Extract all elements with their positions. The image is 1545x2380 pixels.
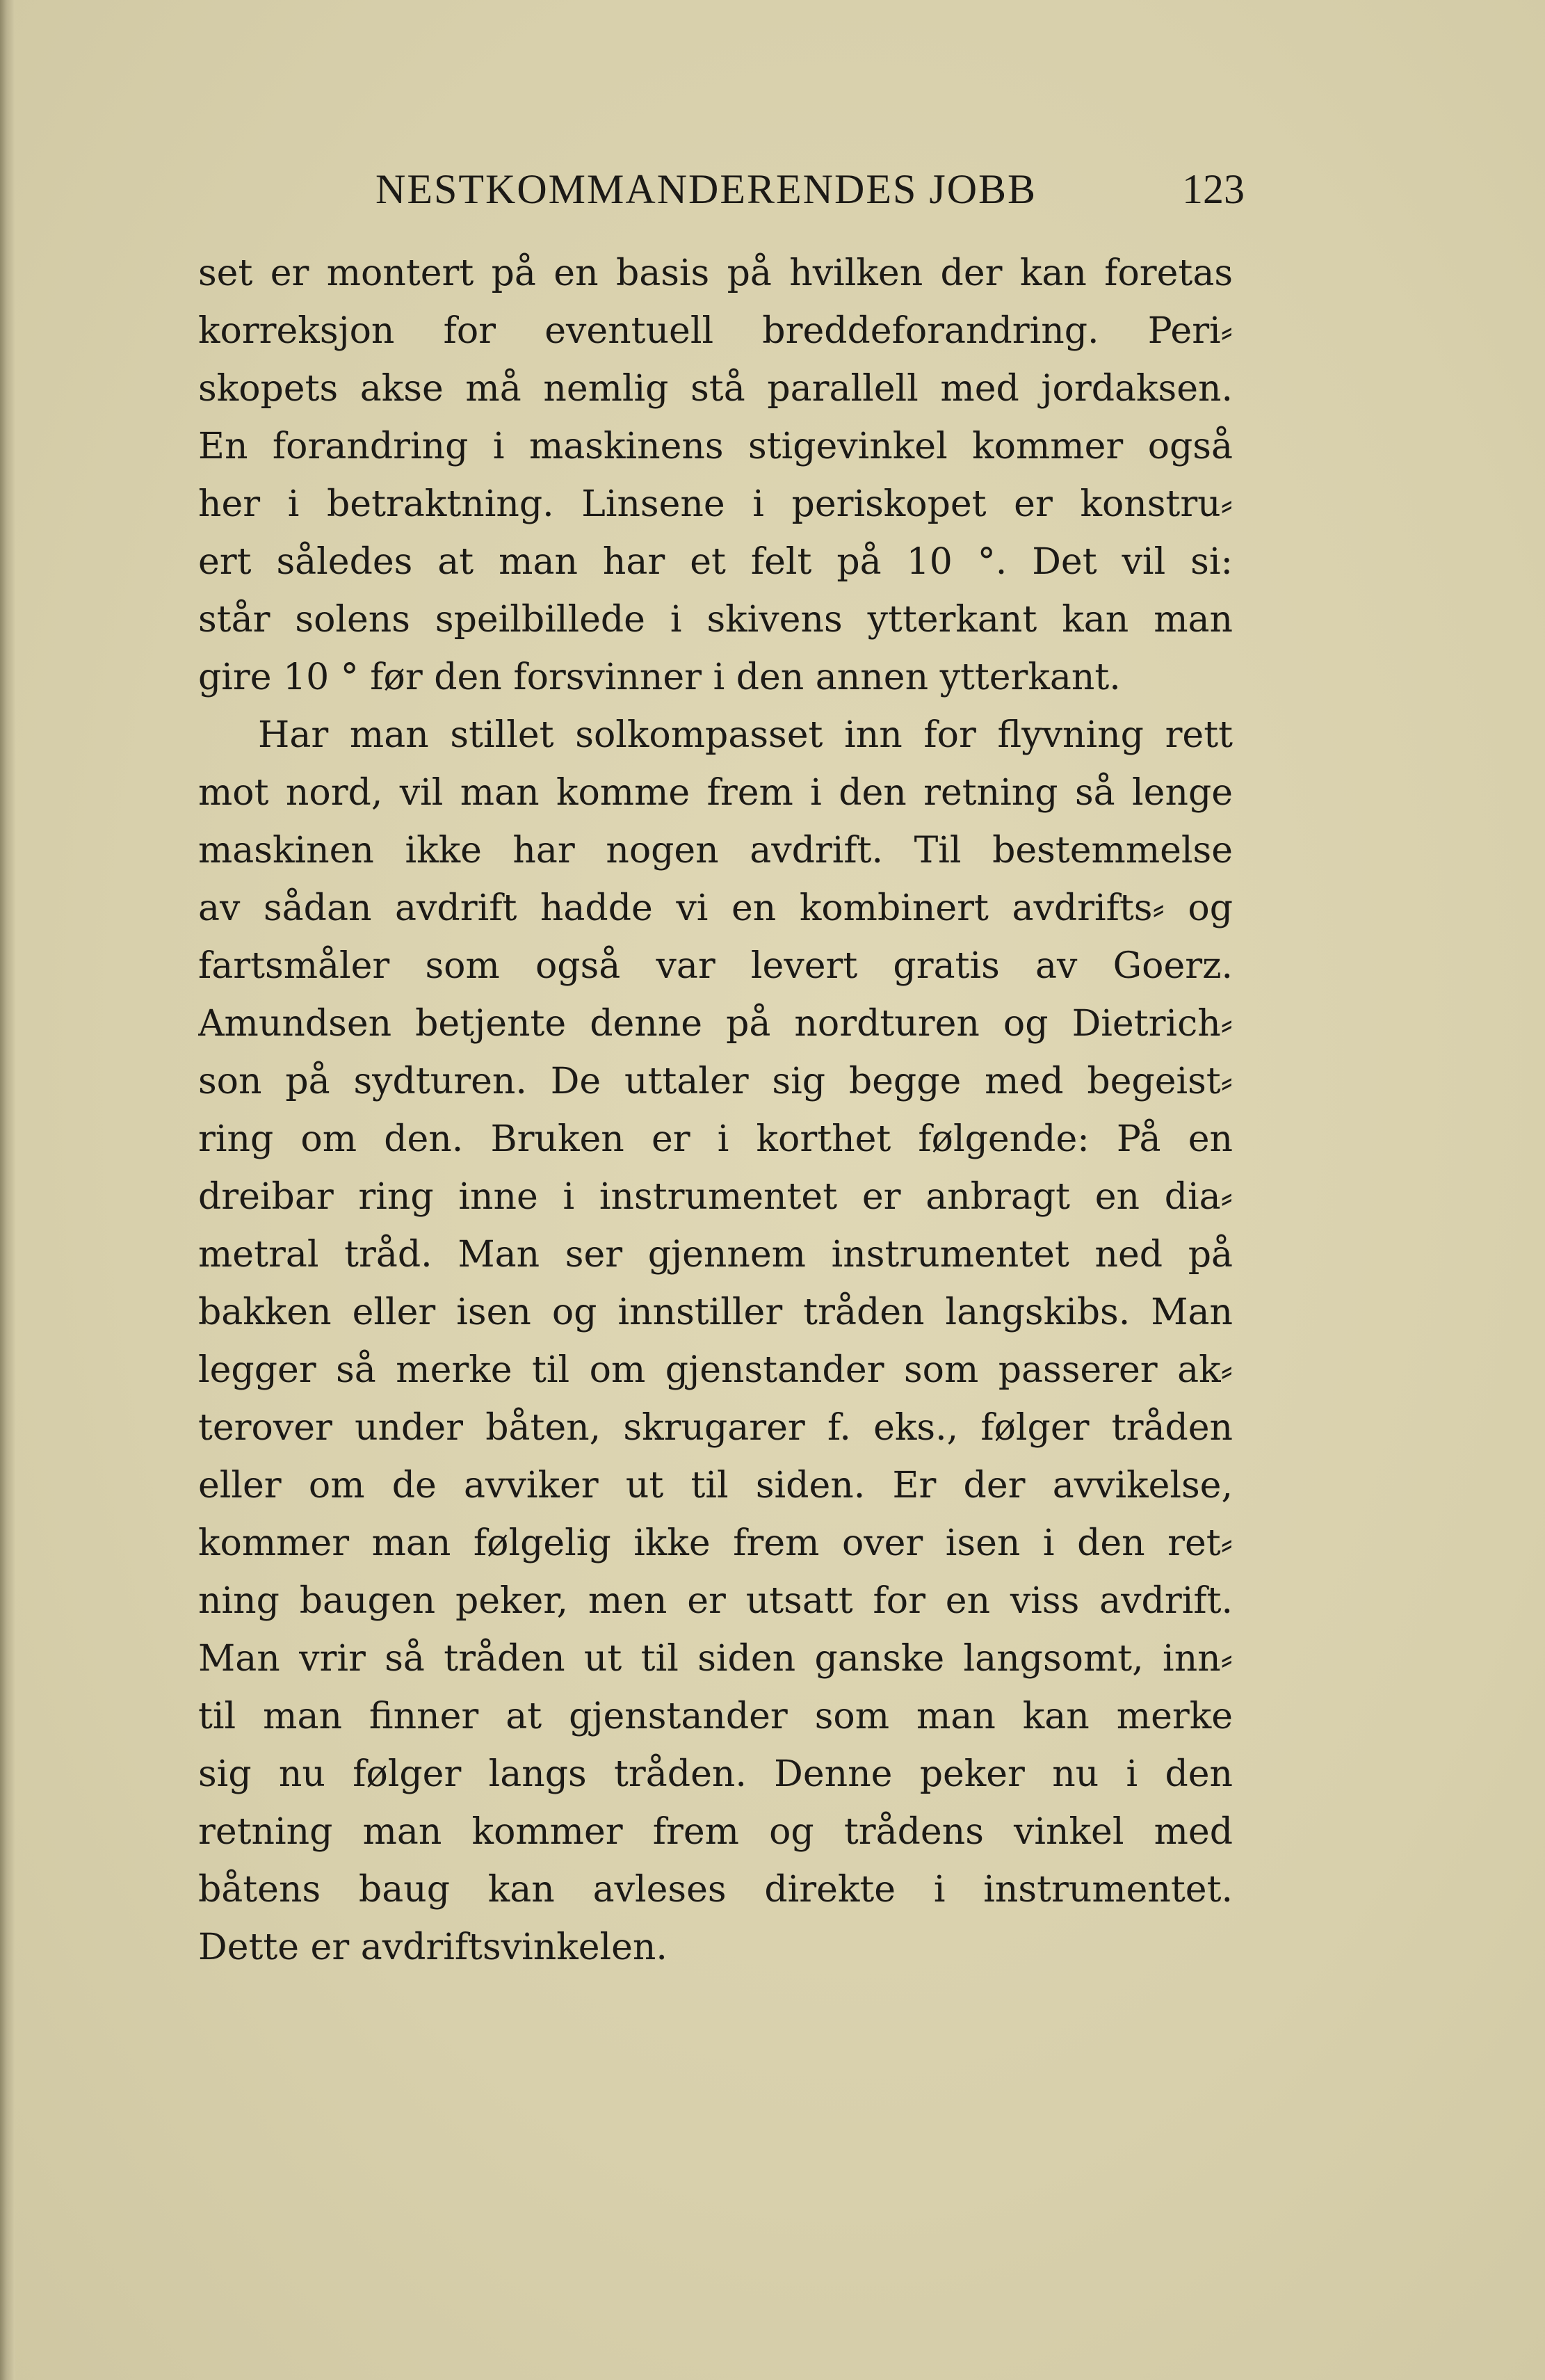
page-number: 123: [1182, 166, 1245, 212]
paragraph-start-line: Har man stillet solkompasset inn for flyvning rett: [258, 714, 1233, 756]
text-line: av sådan avdrift hadde vi en kombinert avdrifts⸗ og: [198, 887, 1233, 929]
text-line: står solens speilbillede i skivens ytterkant kan man: [198, 599, 1233, 641]
text-line: her i betraktning. Linsene i periskopet er konstru⸗: [198, 483, 1233, 525]
paragraph-end-line: gire 10 ° før den forsvinner i den annen ytterkant.: [198, 657, 1121, 698]
text-line: kommer man følgelig ikke frem over isen i den ret⸗: [198, 1522, 1233, 1564]
text-line: ring om den. Bruken er i korthet følgende: På en: [198, 1118, 1233, 1160]
text-line: set er montert på en basis på hvilken der kan foretas: [198, 252, 1233, 294]
text-line: metral tråd. Man ser gjennem instrumentet ned på: [198, 1234, 1233, 1276]
text-line: bakken eller isen og innstiller tråden langskibs. Man: [198, 1292, 1233, 1333]
text-line: legger så merke til om gjenstander som passerer ak⸗: [198, 1349, 1233, 1391]
text-line: terover under båten, skrugarer f. eks., følger tråden: [198, 1407, 1233, 1449]
text-line: dreibar ring inne i instrumentet er anbragt en dia⸗: [198, 1176, 1233, 1218]
text-line: ert således at man har et felt på 10 °. Det vil si:: [198, 541, 1233, 583]
text-line: sig nu følger langs tråden. Denne peker nu i den: [198, 1753, 1233, 1795]
text-line: eller om de avviker ut til siden. Er der avvikelse,: [198, 1465, 1233, 1506]
text-line: båtens baug kan avleses direkte i instrumentet.: [198, 1869, 1233, 1911]
text-line: son på sydturen. De uttaler sig begge med begeist⸗: [198, 1061, 1233, 1102]
running-header: [0, 161, 1545, 217]
body-text: [198, 245, 1233, 1977]
text-line: retning man kommer frem og trådens vinkel med: [198, 1811, 1233, 1853]
paragraph-end-line: Dette er avdriftsvinkelen.: [198, 1927, 668, 1968]
text-line: skopets akse må nemlig stå parallell med jordaksen.: [198, 368, 1233, 410]
text-line: ning baugen peker, men er utsatt for en viss avdrift.: [198, 1580, 1233, 1622]
text-line: korreksjon for eventuell breddeforandring. Peri⸗: [198, 310, 1233, 352]
text-line: mot nord, vil man komme frem i den retning så lenge: [198, 772, 1233, 814]
text-line: Man vrir så tråden ut til siden ganske langsomt, inn⸗: [198, 1638, 1233, 1680]
text-line: maskinen ikke har nogen avdrift. Til bestemmelse: [198, 830, 1233, 871]
text-line: En forandring i maskinens stigevinkel kommer også: [198, 426, 1233, 467]
text-line: Amundsen betjente denne på nordturen og Dietrich⸗: [198, 1003, 1233, 1045]
running-title: NESTKOMMANDERENDES JOBB: [375, 166, 1037, 212]
text-line: til man finner at gjenstander som man kan merke: [198, 1696, 1233, 1737]
text-line: fartsmåler som også var levert gratis av Goerz.: [198, 945, 1233, 987]
page-spine-shadow: [0, 0, 15, 2380]
